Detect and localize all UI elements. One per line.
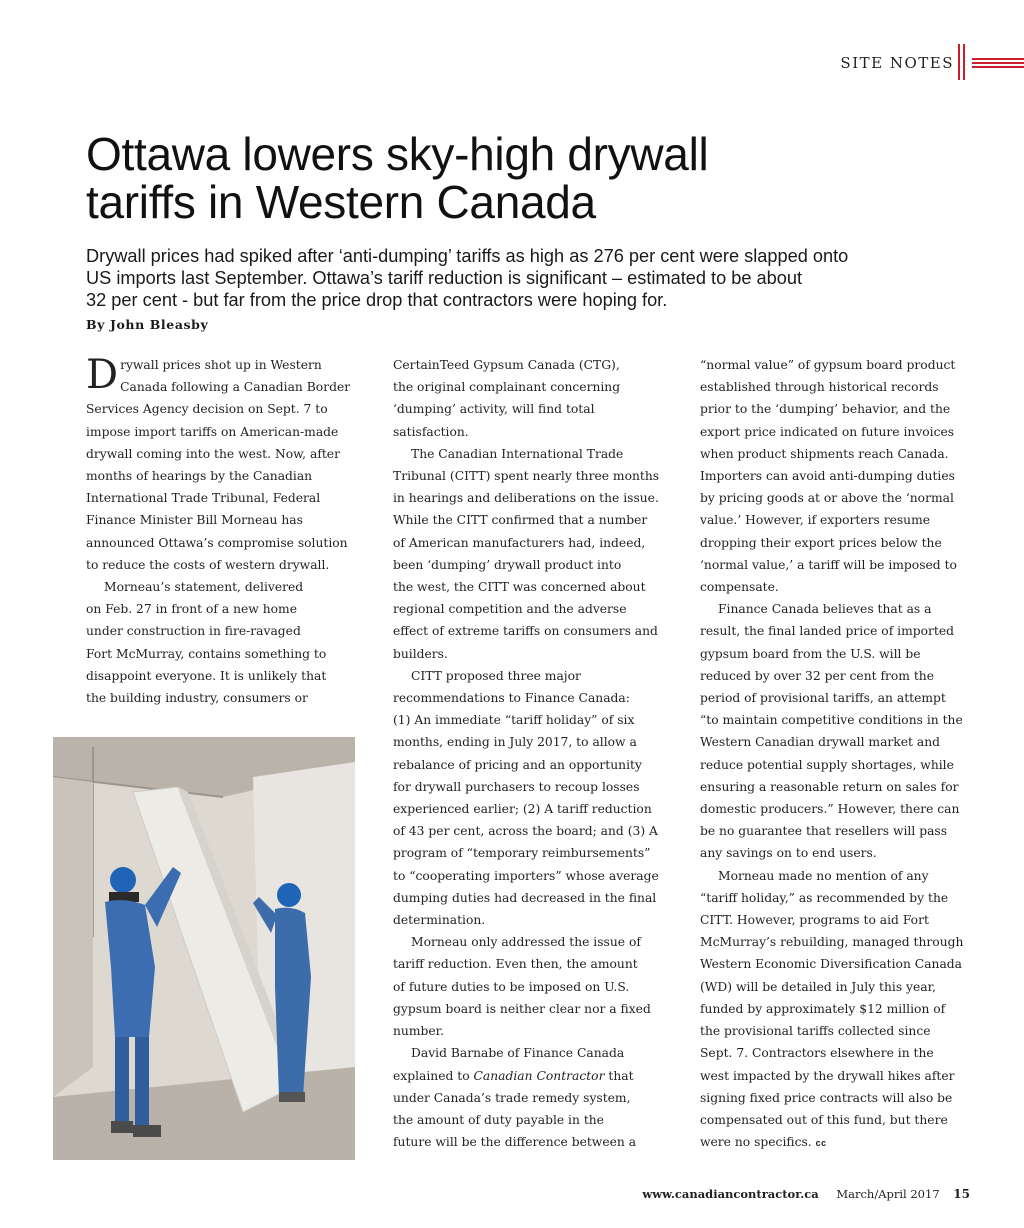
body-line: recommendations to Finance Canada:	[393, 691, 630, 706]
body-line: drywall coming into the west. Now, after	[86, 446, 340, 461]
drywall-workers-photo	[53, 737, 355, 1160]
body-line: when product shipments reach Canada.	[700, 446, 949, 461]
section-label: SITE NOTES	[840, 54, 954, 72]
headline-line: tariffs in Western Canada	[86, 176, 596, 228]
body-line: export price indicated on future invoices	[700, 424, 955, 439]
body-line: Sept. 7. Contractors elsewhere in the	[700, 1046, 934, 1061]
body-text: explained to	[393, 1068, 474, 1083]
drop-cap: D	[86, 352, 119, 398]
body-line: ‘dumping’ activity, will find total	[393, 402, 595, 417]
publication-name: Canadian Contractor	[473, 1068, 605, 1083]
body-line: future will be the difference between a	[393, 1135, 637, 1150]
body-line: experienced earlier; (2) A tariff reduction	[393, 802, 652, 817]
byline: By John Bleasby	[86, 317, 209, 332]
body-line: tariff reduction. Even then, the amount	[393, 957, 638, 972]
body-line: “to maintain competitive conditions in the	[700, 713, 963, 728]
body-line: by pricing goods at or above the ‘normal	[700, 491, 954, 506]
body-line: satisfaction.	[393, 424, 469, 439]
body-line: While the CITT confirmed that a number	[393, 513, 648, 528]
body-line: of 43 per cent, across the board; and (3) A	[393, 824, 658, 839]
body-line: The Canadian International Trade	[411, 446, 624, 461]
headline-line: Ottawa lowers sky-high drywall	[86, 128, 709, 180]
body-line: McMurray’s rebuilding, managed through	[700, 935, 964, 950]
body-line: been ‘dumping’ drywall product into	[393, 557, 622, 572]
section-rule-icon	[958, 44, 968, 80]
body-line: impose import tariffs on American-made	[86, 424, 339, 439]
body-column-2	[393, 354, 683, 1153]
body-line: Importers can avoid anti-dumping duties	[700, 469, 955, 484]
body-line: Finance Canada believes that as a	[718, 602, 932, 617]
body-line: the provisional tariffs collected since	[700, 1024, 931, 1039]
body-line: on Feb. 27 in front of a new home	[86, 602, 297, 617]
body-line: Canada following a Canadian Border	[120, 380, 351, 395]
body-text: that	[604, 1068, 634, 1083]
body-line: of American manufacturers had, indeed,	[393, 535, 646, 550]
body-line: CITT proposed three major	[411, 668, 581, 683]
body-line: “normal value” of gypsum board product	[700, 358, 956, 372]
body-line: the west, the CITT was concerned about	[393, 580, 646, 595]
body-line: west impacted by the drywall hikes after	[700, 1068, 955, 1083]
body-line: regional competition and the adverse	[393, 602, 627, 617]
body-line: Morneau made no mention of any	[718, 868, 929, 883]
dek-line: Drywall prices had spiked after ‘anti-dumping’ tariffs as high as 276 per cent were slapped onto	[86, 246, 849, 266]
body-line: determination.	[393, 913, 486, 928]
body-line: prior to the ‘dumping’ behavior, and the	[700, 402, 951, 417]
end-mark: cc	[815, 1138, 827, 1149]
body-line: domestic producers.” However, there can	[700, 802, 960, 817]
body-line: dropping their export prices below the	[700, 535, 942, 550]
body-line: result, the final landed price of imported	[700, 624, 954, 639]
body-line: Finance Minister Bill Morneau has	[86, 513, 303, 528]
section-lines-icon	[972, 58, 1024, 68]
body-line: Tribunal (CITT) spent nearly three months	[393, 469, 660, 484]
section-header	[784, 44, 1024, 80]
body-line: dumping duties had decreased in the final	[393, 890, 657, 905]
body-line: reduced by over 32 per cent from the	[700, 668, 935, 683]
body-line: under Canada’s trade remedy system,	[393, 1090, 631, 1105]
body-line: program of “temporary reimbursements”	[393, 846, 651, 861]
body-line: ‘normal value,’ a tariff will be imposed to	[700, 557, 957, 572]
body-column-3	[700, 354, 990, 1154]
body-line: for drywall purchasers to recoup losses	[393, 779, 640, 794]
body-line: to “cooperating importers” whose average	[393, 868, 659, 883]
body-line: David Barnabe of Finance Canada	[411, 1046, 625, 1061]
body-line: in hearings and deliberations on the issue.	[393, 491, 659, 506]
body-line: (1) An immediate “tariff holiday” of six	[393, 713, 635, 728]
body-line: “tariff holiday,” as recommended by the	[700, 890, 949, 905]
body-line: Western Economic Diversification Canada	[700, 957, 962, 972]
body-line: disappoint everyone. It is unlikely that	[86, 668, 327, 683]
body-line: reduce potential supply shortages, while	[700, 757, 954, 772]
body-line: Fort McMurray, contains something to	[86, 646, 327, 661]
page-footer	[642, 1187, 970, 1201]
body-line: Morneau’s statement, delivered	[104, 580, 304, 595]
body-line: compensated out of this fund, but there	[700, 1112, 948, 1127]
body-line: announced Ottawa’s compromise solution	[86, 535, 348, 550]
article-dek	[86, 245, 986, 311]
body-line: to reduce the costs of western drywall.	[86, 557, 330, 572]
body-line	[700, 1131, 990, 1154]
body-line: compensate.	[700, 580, 779, 595]
footer-url[interactable]: www.canadiancontractor.ca	[642, 1187, 819, 1201]
body-line: be no guarantee that resellers will pass	[700, 824, 948, 839]
body-line: signing fixed price contracts will also be	[700, 1090, 953, 1105]
body-line: rywall prices shot up in Western	[120, 358, 322, 372]
body-line: Services Agency decision on Sept. 7 to	[86, 402, 328, 417]
body-line: any savings on to end users.	[700, 846, 877, 861]
dek-line: US imports last September. Ottawa’s tariff reduction is significant – estimated to be about	[86, 268, 803, 288]
body-line: established through historical records	[700, 380, 939, 395]
body-line: value.’ However, if exporters resume	[700, 513, 931, 528]
body-line: period of provisional tariffs, an attempt	[700, 691, 946, 706]
body-line: ensuring a reasonable return on sales for	[700, 779, 959, 794]
article-headline	[86, 130, 946, 226]
body-line: gypsum board is neither clear nor a fixed	[393, 1001, 651, 1016]
body-line: the original complainant concerning	[393, 380, 621, 395]
body-line: CertainTeed Gypsum Canada (CTG),	[393, 358, 620, 372]
body-line: under construction in fire-ravaged	[86, 624, 301, 639]
body-line: CITT. However, programs to aid Fort	[700, 913, 929, 928]
body-line: the amount of duty payable in the	[393, 1112, 604, 1127]
body-line: months, ending in July 2017, to allow a	[393, 735, 637, 750]
footer-issue: March/April 2017	[836, 1187, 940, 1201]
body-line	[393, 1065, 683, 1087]
body-line: number.	[393, 1024, 445, 1039]
body-text: were no specifics.	[700, 1135, 816, 1150]
body-line: gypsum board from the U.S. will be	[700, 646, 921, 661]
body-line: the building industry, consumers or	[86, 691, 308, 706]
body-line: Western Canadian drywall market and	[700, 735, 941, 750]
body-line: rebalance of pricing and an opportunity	[393, 757, 642, 772]
body-line: builders.	[393, 646, 448, 661]
body-column-1	[86, 354, 376, 709]
body-line: months of hearings by the Canadian	[86, 469, 313, 484]
body-line: funded by approximately $12 million of	[700, 1001, 946, 1016]
dek-line: 32 per cent - but far from the price drop that contractors were hoping for.	[86, 290, 668, 310]
body-line: of future duties to be imposed on U.S.	[393, 979, 630, 994]
page-number: 15	[953, 1187, 970, 1201]
body-line: International Trade Tribunal, Federal	[86, 491, 321, 506]
body-line: (WD) will be detailed in July this year,	[700, 979, 937, 994]
body-line: effect of extreme tariffs on consumers and	[393, 624, 658, 639]
body-line: Morneau only addressed the issue of	[411, 935, 641, 950]
